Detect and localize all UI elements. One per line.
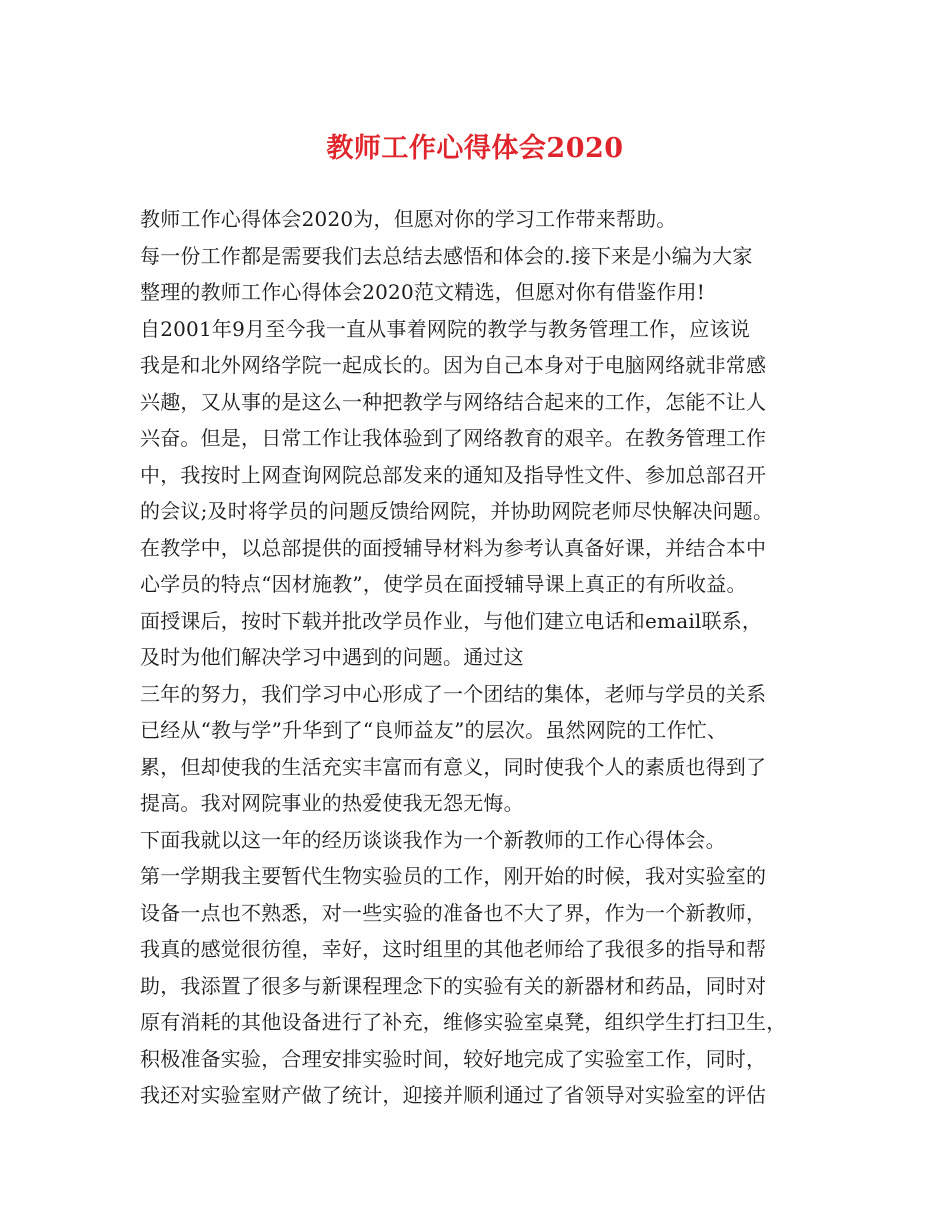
document-body — [140, 201, 840, 1114]
body-text-line: 设备一点也不熟悉，对一些实验的准备也不大了界，作为一个新教师， — [140, 900, 767, 925]
body-text-line: 整理的教师工作心得体会2020范文精选，但愿对你有借鉴作用! — [140, 280, 705, 304]
body-text-line: 累，但却使我的生活充实丰富而有意义，同时使我个人的素质也得到了 — [140, 754, 767, 779]
body-text-line: 提高。我对网院事业的热爱使我无怨无悔。 — [140, 791, 524, 815]
body-text-line: 每一份工作都是需要我们去总结去感悟和体会的.接下来是小编为大家 — [140, 243, 753, 268]
body-text-line: 心学员的特点“因材施教”，使学员在面授辅导课上真正的有所收益。 — [140, 572, 747, 596]
body-text-line: 的会议;及时将学员的问题反馈给网院，并协助网院老师尽快解决问题。 — [140, 499, 774, 523]
body-text-line: 兴奋。但是，日常工作让我体验到了网络教育的艰辛。在教务管理工作 — [140, 426, 767, 450]
body-text-line: 面授课后，按时下载并批改学员作业，与他们建立电话和email联系， — [140, 608, 763, 633]
body-text-line: 三年的努力，我们学习中心形成了一个团结的集体，老师与学员的关系 — [140, 681, 767, 706]
body-text-line: 我真的感觉很彷徨，幸好，这时组里的其他老师给了我很多的指导和帮 — [140, 937, 767, 961]
body-text-line: 积极准备实验，合理安排实验时间，较好地完成了实验室工作，同时， — [140, 1046, 767, 1071]
body-text-line: 在教学中，以总部提供的面授辅导材料为参考认真备好课，并结合本中 — [140, 535, 767, 560]
body-text-line: 及时为他们解决学习中遇到的问题。通过这 — [140, 645, 524, 669]
body-text-line: 已经从“教与学”升华到了“良师益友”的层次。虽然网院的工作忙、 — [140, 718, 728, 742]
body-text-line: 我还对实验室财产做了统计，迎接并顺利通过了省领导对实验室的评估 — [140, 1083, 767, 1107]
body-text-line: 助，我添置了很多与新课程理念下的实验有关的新器材和药品，同时对 — [140, 973, 767, 998]
body-text-line: 第一学期我主要暂代生物实验员的工作，刚开始的时候，我对实验室的 — [140, 864, 767, 888]
body-text-line: 教师工作心得体会2020为，但愿对你的学习工作带来帮助。 — [140, 207, 677, 231]
body-text-line: 我是和北外网络学院一起成长的。因为自己本身对于电脑网络就非常感 — [140, 353, 767, 377]
document-title: 教师工作心得体会2020 — [326, 133, 624, 164]
body-text-line: 原有消耗的其他设备进行了补充，维修实验室桌凳，组织学生打扫卫生， — [140, 1010, 787, 1034]
body-text-line: 兴趣，又从事的是这么一种把教学与网络结合起来的工作，怎能不让人 — [140, 389, 767, 414]
body-text-line: 自2001年9月至今我一直从事着网院的教学与教务管理工作，应该说 — [140, 316, 751, 341]
body-text-line: 下面我就以这一年的经历谈谈我作为一个新教师的工作心得体会。 — [140, 827, 726, 852]
body-text-line: 中，我按时上网查询网院总部发来的通知及指导性文件、参加总部召开 — [140, 462, 767, 487]
